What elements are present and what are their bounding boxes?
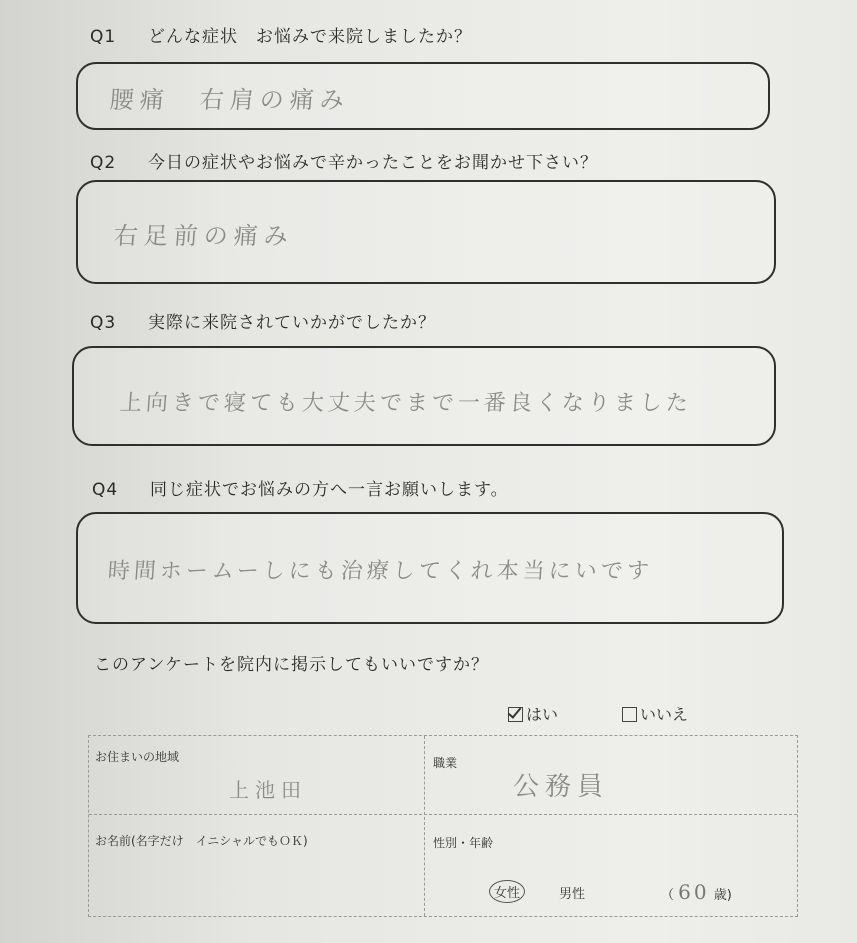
yes-label: はい	[526, 705, 559, 724]
area-value: 上池田	[229, 778, 307, 802]
empty-box-icon[interactable]	[622, 707, 637, 722]
gender-age-label: 性別・年齢	[433, 836, 494, 850]
table-divider-horizontal	[89, 814, 797, 815]
area-label: お住まいの地域	[95, 750, 180, 764]
question-number: Q4	[92, 480, 119, 500]
age-field[interactable]	[661, 880, 732, 904]
job-value: 公務員	[513, 772, 610, 802]
question-text: 実際に来院されていかがでしたか？	[148, 313, 436, 333]
permission-no-option[interactable]	[622, 702, 688, 725]
handwritten-answer: 上向きで寝ても大丈夫でまで一番良くなりました	[118, 391, 693, 416]
info-table	[88, 735, 798, 917]
question-text: 今日の症状やお悩みで辛かったことをお聞かせ下さい？	[148, 153, 598, 173]
name-label: お名前(名字だけ イニシャルでもＯＫ)	[95, 834, 308, 848]
answer-box-2	[76, 180, 776, 284]
answer-box-3	[72, 346, 776, 446]
age-unit: 歳)	[713, 888, 732, 903]
permission-question: このアンケートを院内に掲示してもいいですか？	[94, 655, 489, 675]
gender-male-option[interactable]	[559, 883, 585, 902]
answer-box-1	[76, 62, 770, 130]
age-open-paren: （	[661, 888, 675, 903]
question-1	[90, 22, 472, 47]
question-2	[90, 148, 598, 173]
job-label: 職業	[433, 756, 458, 770]
question-text: どんな症状 お悩みで来院しましたか？	[148, 27, 472, 47]
question-number: Q2	[90, 153, 117, 173]
handwritten-answer: 時間ホームーしにも治療してくれ本当にいです	[106, 559, 654, 584]
female-circled-label: 女性	[489, 880, 525, 903]
permission-yes-option[interactable]	[508, 702, 558, 725]
no-label: いいえ	[640, 705, 689, 724]
question-4	[92, 475, 509, 500]
handwritten-answer: 腰痛 右肩の痛み	[108, 86, 351, 114]
question-text: 同じ症状でお悩みの方へ一言お願いします。	[150, 480, 509, 500]
question-number: Q3	[90, 313, 117, 333]
table-divider-vertical	[424, 736, 425, 916]
question-number: Q1	[90, 27, 117, 47]
gender-female-option[interactable]	[489, 880, 525, 903]
handwritten-answer: 右足前の痛み	[112, 222, 295, 250]
question-3	[90, 308, 436, 333]
checked-box-icon[interactable]	[508, 707, 523, 722]
answer-box-4	[76, 512, 784, 624]
age-value: 60	[678, 880, 710, 904]
male-label: 男性	[559, 887, 586, 902]
